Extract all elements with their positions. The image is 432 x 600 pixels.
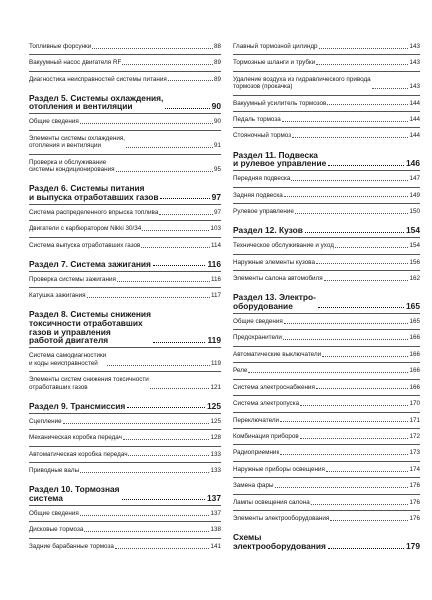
toc-entry (233, 333, 420, 344)
entry-title: Замена фары (233, 482, 274, 490)
dot-leader (300, 438, 409, 439)
page-number: 143 (409, 42, 420, 50)
dot-leader (328, 548, 404, 549)
entry-title (29, 352, 106, 367)
title-line: Проверка и обслуживание (29, 158, 107, 166)
dot-leader (295, 213, 409, 214)
dot-leader (316, 263, 409, 264)
toc-section-heading (29, 260, 221, 269)
row-divider (233, 203, 420, 204)
page-number: 89 (213, 59, 221, 67)
row-divider (233, 313, 420, 314)
page-number: 165 (406, 300, 420, 311)
dot-leader (84, 531, 209, 532)
toc-entry (29, 525, 221, 536)
dot-leader (116, 171, 213, 172)
entry-title: Элементы салона автомобиля (233, 275, 323, 283)
toc-entry (233, 431, 420, 442)
page-number: 119 (210, 359, 221, 367)
row-divider (233, 54, 420, 55)
entry-title: Дисковые тормоза (29, 526, 84, 534)
entry-title: Главный тормозной цилиндр (233, 42, 318, 50)
title-line: Раздел 10. Тормозная (29, 484, 120, 495)
dot-leader (305, 232, 404, 233)
dot-leader (248, 372, 408, 373)
page-number: 166 (409, 383, 420, 391)
dot-leader (327, 104, 408, 105)
row-divider (29, 287, 221, 288)
page-number: 91 (213, 142, 221, 150)
entry-title: Автоматическая коробка передач (29, 450, 128, 458)
dot-leader (159, 214, 213, 215)
row-divider (233, 494, 420, 495)
entry-title: Задние барабанные тормоза (29, 542, 114, 550)
row-divider (233, 95, 420, 96)
toc-right-column (233, 41, 420, 551)
row-divider (29, 347, 221, 348)
section-title (29, 184, 158, 201)
dot-leader (372, 88, 409, 89)
page-number: 144 (409, 115, 420, 123)
entry-title: Сцепление (29, 417, 62, 425)
page-number: 171 (409, 416, 420, 424)
toc-section-heading (29, 310, 221, 344)
toc-entry (29, 41, 221, 52)
title-line: Раздел 13. Электро- (233, 292, 316, 303)
title-line: и выпуска отработавших газов (29, 191, 159, 202)
section-title (233, 226, 303, 235)
dot-leader (122, 499, 205, 500)
page-number: 143 (409, 83, 420, 91)
page-number: 141 (210, 542, 221, 550)
toc-entry (29, 508, 221, 519)
title-line: Схемы (233, 532, 262, 543)
row-divider (29, 521, 221, 522)
entry-title: Диагностика неисправностей системы питания (29, 75, 167, 83)
title-line: токсичности отработавших (29, 317, 143, 328)
dot-leader (153, 342, 206, 343)
page-number: 144 (409, 99, 420, 107)
row-divider (233, 477, 420, 478)
dot-leader (275, 487, 409, 488)
entry-title (233, 76, 371, 91)
title-line: и рулевое управление (233, 158, 327, 169)
entry-title: Передняя подвеска (233, 175, 291, 183)
entry-title: Наружные приборы освещения (233, 465, 325, 473)
dot-leader (142, 230, 209, 231)
toc-entry (29, 57, 221, 68)
row-divider (233, 237, 420, 238)
toc-entry (233, 497, 420, 508)
toc-entry (233, 74, 420, 92)
row-divider (29, 130, 221, 131)
toc-entry (29, 207, 221, 218)
page-number: 90 (213, 118, 221, 126)
toc-entry (29, 274, 221, 285)
row-divider (233, 428, 420, 429)
toc-entry (233, 114, 420, 125)
title-line: электрооборудования (233, 541, 326, 551)
entry-title: Элементы электрооборудования (233, 515, 330, 523)
row-divider (233, 379, 420, 380)
toc-entry (233, 349, 420, 360)
toc-entry (233, 415, 420, 426)
title-line: Раздел 12. Кузов (233, 225, 303, 236)
title-line: и коды неисправностей (29, 359, 98, 367)
dot-leader (107, 365, 210, 366)
page-number: 137 (210, 509, 221, 517)
page-number: 173 (409, 449, 420, 457)
dot-leader (63, 423, 210, 424)
page-number: 103 (210, 225, 221, 233)
title-line: Элементы систем снижения токсичности (29, 376, 149, 384)
entry-title: Комбинация приборов (233, 432, 299, 440)
page-number: 176 (409, 498, 420, 506)
toc-entry (233, 448, 420, 459)
toc-section-heading (29, 402, 221, 411)
entry-title: Система выпуска отработавших газов (29, 241, 141, 249)
page-number: 88 (213, 42, 221, 50)
row-divider (29, 538, 221, 539)
dot-leader (92, 48, 213, 49)
toc-entry (29, 74, 221, 85)
toc-section-heading (29, 94, 221, 111)
dot-leader (150, 388, 210, 389)
toc-entry (29, 465, 221, 476)
dot-leader (282, 121, 409, 122)
toc-entry (233, 174, 420, 185)
dot-leader (123, 439, 210, 440)
entry-title: Переключатели (233, 416, 280, 424)
section-title (29, 94, 163, 111)
dot-leader (316, 64, 408, 65)
dot-leader (165, 108, 209, 109)
row-divider (233, 412, 420, 413)
page-number: 176 (409, 482, 420, 490)
page-number: 176 (409, 515, 420, 523)
entry-title (29, 159, 115, 174)
row-divider (233, 127, 420, 128)
title-line: отработавших газов (29, 383, 88, 391)
dot-leader (318, 307, 404, 308)
dot-leader (330, 520, 408, 521)
entry-title: Катушка зажигания (29, 292, 86, 300)
page-number: 166 (409, 350, 420, 358)
toc-entry (29, 240, 221, 251)
row-divider (233, 270, 420, 271)
row-divider (29, 446, 221, 447)
page-number: 174 (409, 465, 420, 473)
row-divider (29, 462, 221, 463)
entry-title: Общие сведения (233, 317, 283, 325)
section-title (233, 533, 326, 550)
toc-entry (233, 57, 420, 68)
title-line: Раздел 8. Системы снижения (29, 309, 151, 320)
dot-leader (326, 471, 409, 472)
dot-leader (284, 323, 409, 324)
entry-title: Система электропуска (233, 400, 300, 408)
dot-leader (335, 247, 409, 248)
title-line: отопления и вентиляции (29, 142, 102, 150)
dot-leader (128, 455, 209, 456)
page-number: 172 (409, 432, 420, 440)
dot-leader (122, 64, 213, 65)
dot-leader (280, 454, 408, 455)
row-divider (29, 371, 221, 372)
toc-entry (29, 157, 221, 175)
page-number: 170 (409, 400, 420, 408)
page-number: 116 (207, 258, 221, 269)
dot-leader (160, 198, 209, 199)
entry-title: Проверка системы зажигания (29, 275, 116, 283)
entry-title: Педаль тормоза (233, 115, 281, 123)
row-divider (29, 204, 221, 205)
entry-title: Радиоприемник (233, 449, 280, 457)
page-number: 147 (409, 175, 420, 183)
dot-leader (292, 137, 408, 138)
page-number: 166 (409, 334, 420, 342)
row-divider (29, 54, 221, 55)
toc-entry (29, 133, 221, 151)
entry-title: Реле (233, 367, 248, 375)
dot-leader (141, 247, 210, 248)
dot-leader (311, 504, 409, 505)
toc-entry (233, 241, 420, 252)
toc-entry (233, 41, 420, 52)
toc-entry (29, 416, 221, 427)
entry-title: Предохранители (233, 334, 282, 342)
page-number: 143 (409, 59, 420, 67)
toc-entry (29, 224, 221, 235)
page-number: 133 (210, 450, 221, 458)
toc-entry (233, 366, 420, 377)
entry-title: Стояночный тормоз (233, 132, 292, 140)
toc-section-heading (233, 533, 420, 550)
page-number: 95 (213, 166, 221, 174)
dot-leader (80, 123, 213, 124)
entry-title: Система электроснабжения (233, 383, 315, 391)
toc-entry (233, 316, 420, 327)
page-number: 116 (210, 275, 221, 283)
page-number: 156 (409, 258, 420, 266)
page-number: 89 (213, 75, 221, 83)
toc-entry (233, 190, 420, 201)
row-divider (29, 505, 221, 506)
page-number: 119 (207, 335, 221, 346)
dot-leader (291, 180, 408, 181)
entry-title: Общие сведения (29, 509, 79, 517)
dot-leader (316, 388, 409, 389)
section-title (29, 310, 151, 344)
row-divider (29, 429, 221, 430)
row-divider (29, 113, 221, 114)
toc-entry (29, 291, 221, 302)
entry-title: Наружные элементы кузова (233, 258, 315, 266)
toc-entry (233, 464, 420, 475)
title-line: Раздел 5. Системы охлаждения, (29, 92, 164, 103)
toc-section-heading (233, 226, 420, 235)
page-number: 154 (406, 225, 420, 236)
toc-entry (233, 98, 420, 109)
dot-leader (80, 472, 209, 473)
row-divider (233, 444, 420, 445)
entry-title (29, 135, 125, 150)
toc-entry (233, 481, 420, 492)
entry-title: Тормозные шланги и трубки (233, 59, 316, 67)
entry-title: Лампы освещения салона (233, 498, 310, 506)
page-number: 179 (406, 541, 420, 551)
dot-leader (126, 147, 213, 148)
toc-section-heading (29, 184, 221, 201)
section-title (233, 293, 316, 310)
row-divider (29, 237, 221, 238)
toc-section-heading (233, 151, 420, 168)
toc-entry (29, 541, 221, 552)
page-number: 133 (210, 467, 221, 475)
row-divider (29, 271, 221, 272)
dot-leader (300, 405, 408, 406)
dot-leader (322, 356, 408, 357)
dot-leader (127, 407, 205, 408)
title-line: оборудование (233, 300, 293, 311)
page-number: 125 (207, 400, 221, 411)
title-line: работой двигателя (29, 335, 109, 346)
entry-title: Топливные форсунки (29, 42, 92, 50)
title-line: тормозов (прокачка) (233, 83, 293, 91)
toc-entry (233, 398, 420, 409)
page-number: 162 (409, 275, 420, 283)
title-line: Удаление воздуха из гидравлического привода (233, 75, 371, 83)
toc-entry (29, 351, 221, 369)
toc-entry (233, 131, 420, 142)
section-title (29, 260, 151, 269)
toc-entry (233, 206, 420, 217)
entry-title: Приводные валы (29, 467, 80, 475)
row-divider (233, 461, 420, 462)
toc-entry (29, 449, 221, 460)
toc-left-column (29, 41, 221, 552)
title-line: Раздел 11. Подвеска (233, 149, 318, 160)
page-number: 114 (210, 241, 221, 249)
page-number: 137 (207, 492, 221, 503)
title-line: Система самодиагностики (29, 352, 107, 360)
page-number: 149 (409, 191, 420, 199)
row-divider (233, 395, 420, 396)
row-divider (29, 71, 221, 72)
row-divider (233, 111, 420, 112)
entry-title: Двигатели с карбюратором Nikki 30/34 (29, 225, 142, 233)
page-number: 150 (409, 208, 420, 216)
row-divider (233, 254, 420, 255)
title-line: системы кондиционирования (29, 166, 115, 174)
page-number: 90 (211, 101, 221, 112)
title-line: Элементы системы охлаждения, (29, 134, 125, 142)
toc-entry (233, 257, 420, 268)
toc-entry (233, 273, 420, 284)
entry-title (29, 376, 149, 391)
dot-leader (283, 339, 409, 340)
dot-leader (117, 281, 210, 282)
page-number: 165 (409, 317, 420, 325)
section-gap (233, 524, 420, 533)
page-number: 125 (210, 417, 221, 425)
entry-title: Система распределенного впрыска топлива (29, 208, 159, 216)
toc-section-heading (29, 485, 221, 502)
row-divider (29, 220, 221, 221)
dot-leader (328, 165, 404, 166)
page-number: 97 (213, 208, 221, 216)
toc-entry (29, 433, 221, 444)
page-number: 166 (409, 367, 420, 375)
dot-leader (87, 297, 210, 298)
row-divider (233, 187, 420, 188)
dot-leader (168, 80, 213, 81)
entry-title: Автоматические выключатели (233, 350, 322, 358)
section-title (29, 402, 125, 411)
title-line: Раздел 7. Система зажигания (29, 258, 151, 269)
page-number: 121 (210, 383, 221, 391)
entry-title: Техническое обслуживание и уход (233, 242, 334, 250)
page-number: 97 (211, 191, 221, 202)
toc-section-heading (233, 293, 420, 310)
title-line: система (29, 492, 63, 503)
entry-title: Задняя подвеска (233, 191, 283, 199)
row-divider (233, 170, 420, 171)
page-number: 144 (409, 132, 420, 140)
dot-leader (153, 265, 206, 266)
dot-leader (80, 515, 210, 516)
row-divider (233, 329, 420, 330)
dot-leader (280, 421, 408, 422)
entry-title: Вакуумный усилитель тормозов (233, 99, 327, 107)
row-divider (29, 154, 221, 155)
row-divider (29, 413, 221, 414)
page-number: 138 (210, 526, 221, 534)
entry-title: Общие сведения (29, 118, 79, 126)
dot-leader (284, 196, 409, 197)
page-number: 117 (210, 292, 221, 300)
title-line: Раздел 6. Системы питания (29, 183, 145, 194)
dot-leader (324, 280, 409, 281)
page-number: 128 (210, 434, 221, 442)
entry-title: Механическая коробка передач (29, 434, 122, 442)
row-divider (233, 346, 420, 347)
row-divider (233, 362, 420, 363)
toc-entry (233, 514, 420, 525)
toc-entry (233, 382, 420, 393)
row-divider (233, 71, 420, 72)
section-title (29, 485, 120, 502)
row-divider (233, 510, 420, 511)
toc-entry (29, 117, 221, 128)
dot-leader (319, 48, 409, 49)
section-title (233, 151, 326, 168)
title-line: отопления и вентиляции (29, 101, 133, 112)
entry-title: Рулевое управление (233, 208, 294, 216)
entry-title: Вакуумный насос двигателя RF (29, 59, 122, 67)
title-line: газов и управления (29, 326, 111, 337)
title-line: Раздел 9. Трансмиссия (29, 400, 126, 411)
toc-entry (29, 374, 221, 392)
dot-leader (115, 548, 210, 549)
page-number: 154 (409, 242, 420, 250)
page-number: 146 (406, 158, 420, 169)
